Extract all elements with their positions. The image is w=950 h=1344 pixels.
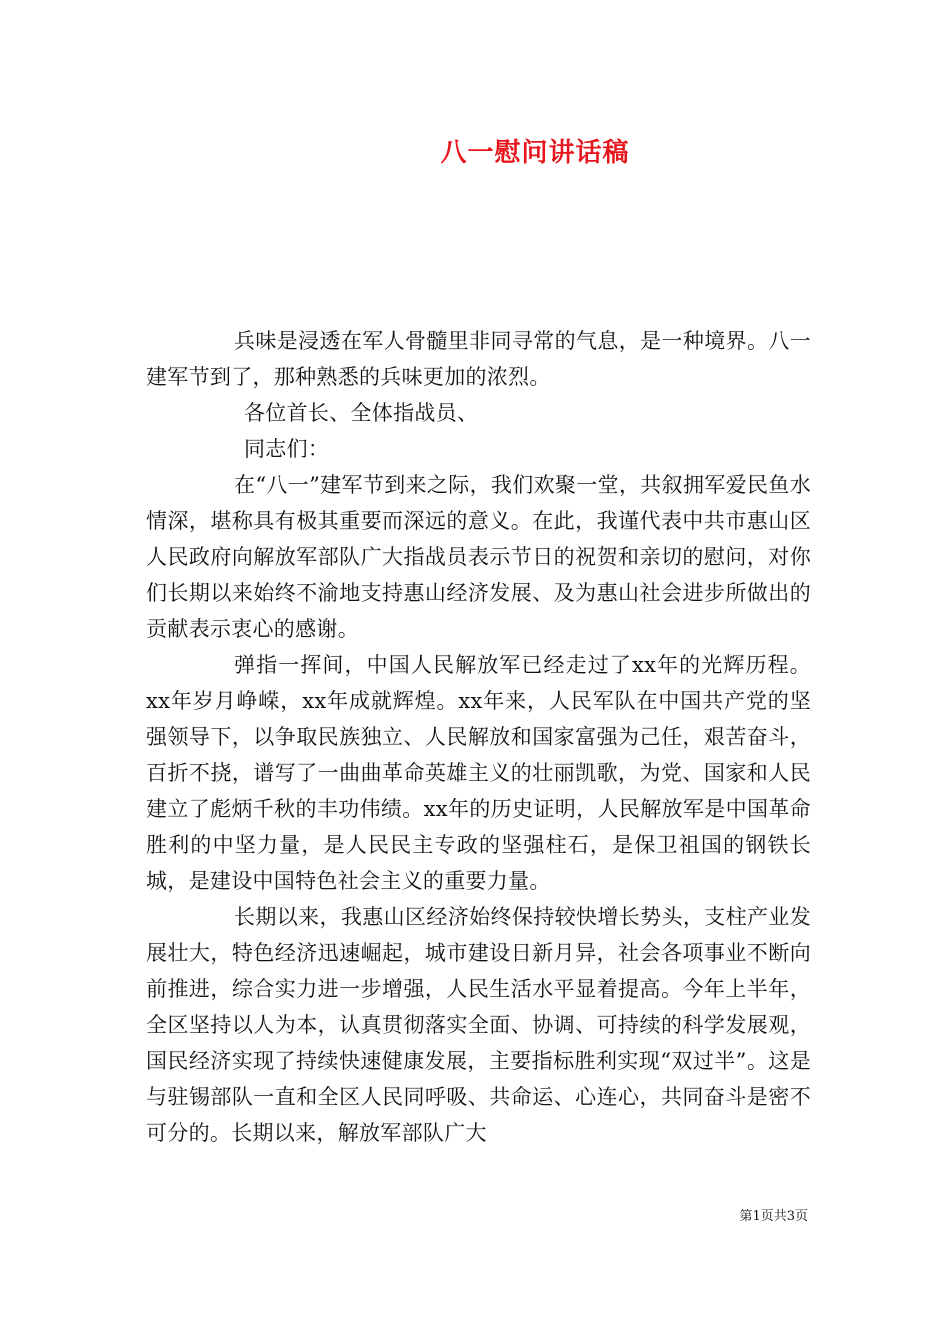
paragraph-greeting: 在“八一”建军节到来之际，我们欢聚一堂，共叙拥军爱民鱼水情深，堪称具有极其重要而深远的意义。在此，我谨代表中共市惠山区人民政府向解放军部队广大指战员表示节日的祝贺和亲切的慰问，对你们长期以来始终不渝地支持惠山经济发展、及为惠山社会进步所做出的贡献表示衷心的感谢。 xyxy=(146,473,811,641)
paragraph-salutation-1: 各位首长、全体指战员、 xyxy=(244,401,479,425)
paragraph-development: 长期以来，我惠山区经济始终保持较快增长势头，支柱产业发展壮大，特色经济迅速崛起，城市建设日新月异，社会各项事业不断向前推进，综合实力进一步增强，人民生活水平显着提高。今年上半年，全区坚持以人为本，认真贯彻落实全面、协调、可持续的科学发展观，国民经济实现了持续快速健康发展，主要指标胜利实现“双过半”。这是与驻锡部队一直和全区人民同呼吸、共命运、心连心，共同奋斗是密不可分的。长期以来，解放军部队广大 xyxy=(146,905,811,1145)
paragraph-intro: 兵味是浸透在军人骨髓里非同寻常的气息，是一种境界。八一建军节到了，那种熟悉的兵味更加的浓烈。 xyxy=(146,329,811,389)
paragraph-history: 弹指一挥间，中国人民解放军已经走过了xx年的光辉历程。xx年岁月峥嵘，xx年成就辉煌。xx年来，人民军队在中国共产党的坚强领导下，以争取民族独立、人民解放和国家富强为己任，艰苦奋斗，百折不挠，谱写了一曲曲革命英雄主义的壮丽凯歌，为党、国家和人民建立了彪炳千秋的丰功伟绩。xx年的历史证明，人民解放军是中国革命胜利的中坚力量，是人民民主专政的坚强柱石，是保卫祖国的钢铁长城，是建设中国特色社会主义的重要力量。 xyxy=(146,653,811,893)
page-number-footer: 第1页共3页 xyxy=(739,1209,808,1224)
paragraph-salutation-2: 同志们： xyxy=(244,437,330,461)
document-title: 八一慰问讲话稿 xyxy=(440,138,630,168)
document-body xyxy=(146,323,811,1151)
